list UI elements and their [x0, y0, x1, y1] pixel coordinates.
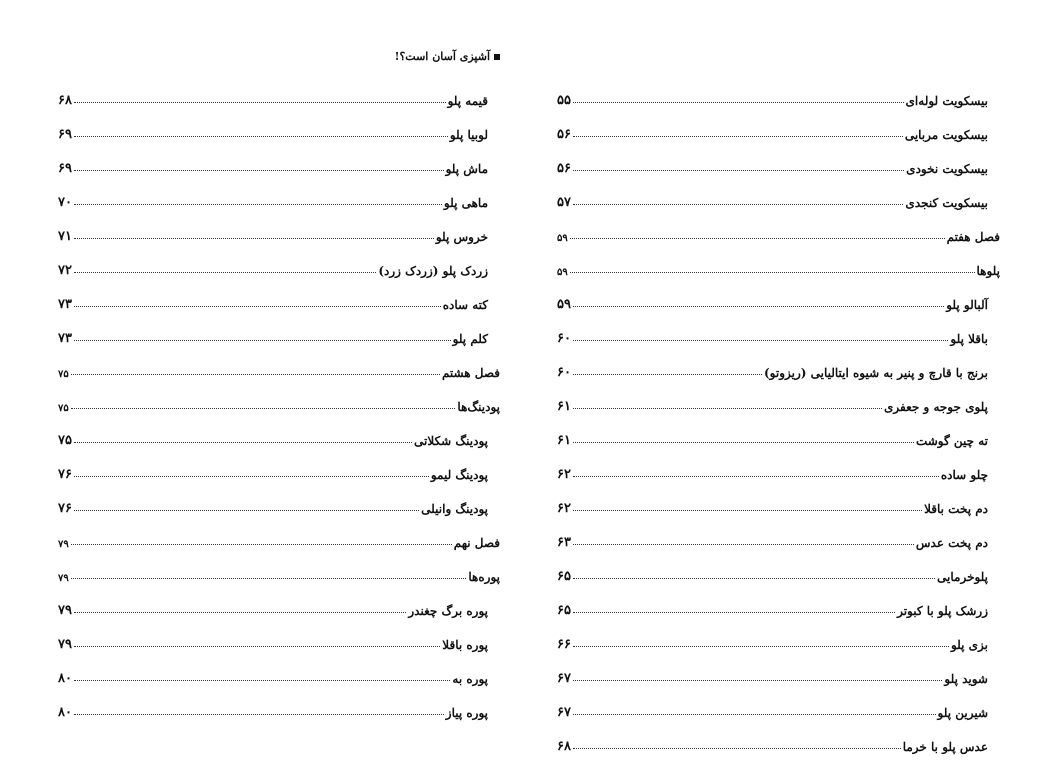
toc-entry[interactable] [58, 392, 500, 414]
toc-entry-title: برنج با قارچ و پنیر به شیوه ایتالیایی (ریزوتو) [763, 366, 988, 380]
toc-entry-title: ماهی پلو [443, 196, 488, 210]
toc-page-number: ۷۹ [58, 539, 69, 550]
dot-leader [74, 340, 451, 341]
toc-entry[interactable] [58, 426, 500, 448]
toc-entry[interactable] [557, 630, 1000, 652]
toc-entry[interactable] [58, 494, 500, 516]
toc-page-number: ۷۹ [58, 573, 69, 584]
toc-entry-title: زرشک پلو با کبوتر [897, 604, 988, 618]
toc-entry[interactable] [58, 562, 500, 584]
toc-entry-title: چلو ساده [940, 468, 988, 482]
dot-leader [573, 476, 939, 477]
toc-entry-title: بیسکویت لوله‌ای [905, 94, 988, 108]
toc-entry[interactable] [557, 256, 1000, 278]
toc-page-number: ۷۹ [58, 603, 72, 618]
dot-leader [573, 102, 904, 103]
toc-entry[interactable] [557, 494, 1000, 516]
toc-page-number: ۷۶ [58, 467, 72, 482]
dot-leader [570, 272, 975, 273]
dot-leader [74, 170, 444, 171]
toc-page-number: ۸۰ [58, 705, 72, 720]
toc-section-title: پودینگ‌ها [457, 400, 500, 414]
dot-leader [74, 646, 440, 647]
toc-entry-title: آلبالو پلو [946, 298, 988, 312]
toc-entry[interactable] [557, 732, 1000, 754]
toc-page-number: ۵۶ [557, 127, 571, 142]
toc-section-title: پلوها [976, 264, 1000, 278]
toc-page-number: ۸۰ [58, 671, 72, 686]
toc-entry[interactable] [58, 358, 500, 380]
dot-leader [573, 510, 922, 511]
toc-entry-title: ته چین گوشت [915, 434, 988, 448]
dot-leader [74, 136, 448, 137]
toc-page-number: ۵۷ [557, 195, 571, 210]
dot-leader [74, 510, 419, 511]
toc-page-number: ۶۳ [557, 535, 571, 550]
toc-entry[interactable] [557, 426, 1000, 448]
dot-leader [573, 714, 936, 715]
toc-page-number: ۵۵ [557, 93, 571, 108]
toc-page-number: ۶۱ [557, 433, 571, 448]
toc-page-number: ۷۳ [58, 331, 72, 346]
toc-page-number: ۷۲ [58, 263, 72, 278]
toc-entry-title: شوید پلو [944, 672, 988, 686]
toc-page-number: ۵۹ [557, 267, 568, 278]
book-title: آشپزی آسان است؟! [394, 50, 490, 63]
dot-leader [573, 136, 903, 137]
toc-entry[interactable] [58, 290, 500, 312]
dot-leader [71, 578, 467, 579]
toc-page-number: ۶۷ [557, 671, 571, 686]
toc-page-number: ۶۸ [557, 739, 571, 754]
toc-entry-title: ماش پلو [445, 162, 488, 176]
toc-entry-title: پلوخرمایی [937, 570, 988, 584]
dot-leader [573, 544, 914, 545]
dot-leader [570, 238, 945, 239]
toc-section-title: فصل هفتم [946, 230, 1000, 244]
toc-entry[interactable] [58, 460, 500, 482]
toc-entry[interactable] [58, 154, 500, 176]
dot-leader [71, 544, 452, 545]
toc-page-number: ۶۲ [557, 467, 571, 482]
toc-entry[interactable] [557, 664, 1000, 686]
dot-leader [573, 306, 944, 307]
page-header [394, 50, 500, 63]
toc-entry[interactable] [58, 120, 500, 142]
toc-entry-title: باقلا پلو [950, 332, 988, 346]
dot-leader [74, 680, 450, 681]
toc-entry[interactable] [557, 392, 1000, 414]
bullet-square-icon [494, 54, 500, 60]
dot-leader [573, 374, 762, 375]
toc-entry[interactable] [58, 596, 500, 618]
toc-page-number: ۶۵ [557, 603, 571, 618]
toc-page-number: ۶۰ [557, 331, 571, 346]
toc-entry[interactable] [58, 698, 500, 720]
dot-leader [71, 408, 456, 409]
toc-entry-title: بیسکویت مربایی [904, 128, 988, 142]
dot-leader [573, 170, 904, 171]
toc-entry[interactable] [557, 698, 1000, 720]
toc-entry-title: بیسکویت کنجدی [905, 196, 988, 210]
dot-leader [573, 408, 882, 409]
dot-leader [74, 476, 429, 477]
toc-entry[interactable] [557, 290, 1000, 312]
toc-entry[interactable] [58, 528, 500, 550]
dot-leader [74, 442, 412, 443]
toc-entry[interactable] [557, 596, 1000, 618]
dot-leader [74, 238, 434, 239]
toc-entry-title: دم پخت عدس [915, 536, 988, 550]
toc-entry-title: شیرین پلو [937, 706, 988, 720]
toc-entry-title: پوره برگ چغندر [408, 604, 488, 618]
toc-entry[interactable] [58, 324, 500, 346]
toc-entry[interactable] [557, 562, 1000, 584]
dot-leader [74, 306, 441, 307]
toc-page-number: ۷۵ [58, 403, 69, 414]
dot-leader [573, 578, 935, 579]
toc-entry-title: کلم پلو [452, 332, 488, 346]
dot-leader [74, 272, 376, 273]
toc-page-number: ۵۹ [557, 297, 571, 312]
toc-page-number: ۷۳ [58, 297, 72, 312]
toc-page-number: ۷۰ [58, 195, 72, 210]
toc-page-number: ۷۵ [58, 433, 72, 448]
toc-entry-title: دم پخت باقلا [924, 502, 988, 516]
toc-entry[interactable] [58, 256, 500, 278]
toc-section-title: فصل نهم [453, 536, 500, 550]
toc-entry-title: قیمه پلو [447, 94, 488, 108]
toc-entry[interactable] [557, 460, 1000, 482]
toc-page-number: ۶۸ [58, 93, 72, 108]
toc-entry-title: بزی پلو [950, 638, 988, 652]
toc-page-number: ۷۵ [58, 369, 69, 380]
toc-page-number: ۷۶ [58, 501, 72, 516]
dot-leader [71, 374, 440, 375]
toc-page-number: ۷۱ [58, 229, 72, 244]
toc-entry-title: پوره باقلا [442, 638, 488, 652]
toc-entry-title: خروس پلو [435, 230, 488, 244]
toc-entry[interactable] [557, 324, 1000, 346]
toc-entry-title: عدس پلو با خرما [902, 740, 988, 754]
toc-entry-title: کته ساده [442, 298, 488, 312]
dot-leader [74, 102, 446, 103]
toc-entry[interactable] [58, 188, 500, 210]
dot-leader [573, 340, 948, 341]
toc-entry-title: پلوی جوجه و جعفری [884, 400, 988, 414]
toc-page-number: ۵۹ [557, 233, 568, 244]
toc-page-number: ۶۱ [557, 399, 571, 414]
toc-page-number: ۶۵ [557, 569, 571, 584]
dot-leader [74, 612, 406, 613]
toc-entry-title: پودینگ وانیلی [421, 502, 488, 516]
dot-leader [573, 204, 903, 205]
toc-entry[interactable] [557, 120, 1000, 142]
toc-entry-title: پوره به [452, 672, 488, 686]
dot-leader [573, 748, 901, 749]
toc-page-number: ۶۹ [58, 161, 72, 176]
toc-entry-title: زردک پلو (زردک زرد) [378, 264, 488, 278]
toc-entry-title: پودینگ لیمو [430, 468, 488, 482]
toc-entry-title: پودینگ شکلاتی [414, 434, 488, 448]
toc-page-number: ۶۷ [557, 705, 571, 720]
toc-entry[interactable] [58, 664, 500, 686]
toc-entry[interactable] [58, 86, 500, 108]
toc-page-number: ۶۲ [557, 501, 571, 516]
toc-entry[interactable] [557, 188, 1000, 210]
toc-entry-title: لوبیا پلو [449, 128, 488, 142]
toc-page-number: ۶۰ [557, 365, 571, 380]
toc-entry[interactable] [557, 528, 1000, 550]
toc-entry[interactable] [557, 222, 1000, 244]
toc-entry-title: پوره پیاز [445, 706, 488, 720]
dot-leader [573, 646, 949, 647]
toc-entry[interactable] [557, 358, 1000, 380]
dot-leader [573, 612, 895, 613]
toc-entry[interactable] [557, 154, 1000, 176]
toc-entry[interactable] [58, 630, 500, 652]
toc-entry[interactable] [557, 86, 1000, 108]
toc-page-number: ۶۹ [58, 127, 72, 142]
dot-leader [573, 442, 914, 443]
dot-leader [74, 204, 442, 205]
toc-page-number: ۶۶ [557, 637, 571, 652]
toc-page-number: ۵۶ [557, 161, 571, 176]
toc-entry-title: بیسکویت نخودی [906, 162, 988, 176]
dot-leader [573, 680, 942, 681]
toc-section-title: پوره‌ها [468, 570, 500, 584]
toc-entry[interactable] [58, 222, 500, 244]
toc-page-number: ۷۹ [58, 637, 72, 652]
toc-section-title: فصل هشتم [441, 366, 500, 380]
dot-leader [74, 714, 444, 715]
